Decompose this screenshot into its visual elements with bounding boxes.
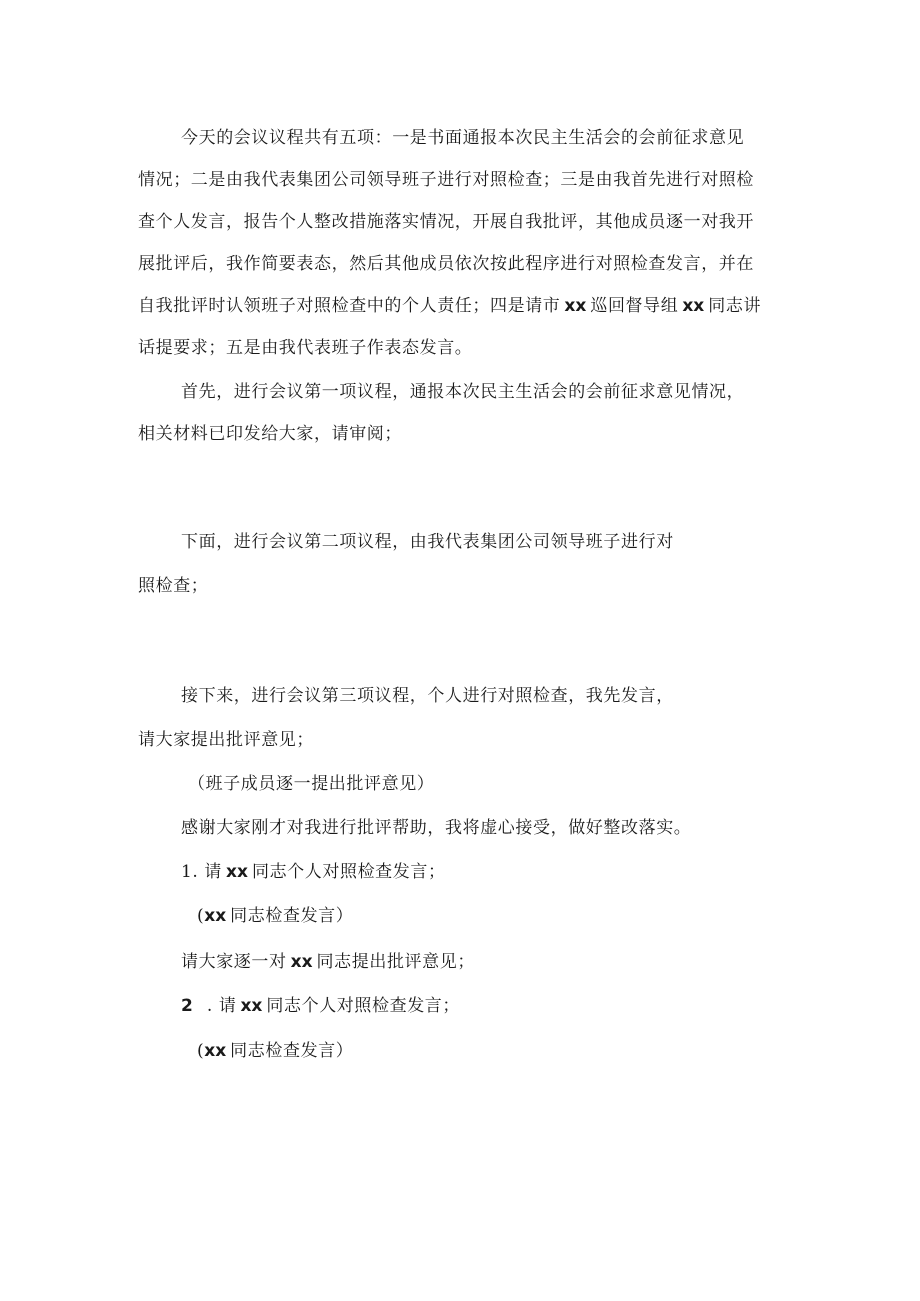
paragraph-1-line-2: 情况；二是由我代表集团公司领导班子进行对照检查；三是由我首先进行对照检: [138, 170, 754, 190]
item-1-prefix: 1. 请: [181, 862, 223, 882]
paragraph-4-line-2: 请大家提出批评意见；: [138, 730, 314, 750]
item-1-note: [197, 904, 353, 928]
note-open-paren: (: [197, 1041, 205, 1061]
paragraph-3-line-2: 照检查；: [138, 576, 209, 596]
paragraph-1-line-1: 今天的会议议程共有五项：一是书面通报本次民主生活会的会前征求意见: [181, 128, 745, 148]
thanks-line: 感谢大家刚才对我进行批评帮助，我将虚心接受，做好整改落实。: [181, 818, 692, 838]
item-2: [181, 994, 460, 1018]
placeholder-xx: xx: [682, 296, 705, 316]
line-text: 同志讲: [708, 296, 762, 316]
item-2-prefix: . 请: [206, 996, 237, 1016]
item-1-text: 同志个人对照检查发言；: [251, 862, 446, 882]
placeholder-xx: xx: [564, 296, 587, 316]
paragraph-1-line-6: 话提要求；五是由我代表班子作表态发言。: [138, 338, 473, 358]
paragraph-1-line-4: 展批评后，我作简要表态，然后其他成员依次按此程序进行对照检查发言，并在: [138, 254, 754, 274]
note-open-paren: (: [197, 906, 205, 926]
placeholder-xx: xx: [204, 1041, 227, 1061]
line-text: 自我批评时认领班子对照检查中的个人责任；四是请市: [138, 296, 561, 316]
placeholder-xx: xx: [226, 862, 248, 882]
item-2-note: [197, 1039, 353, 1063]
note-text: 同志检查发言）: [230, 1041, 354, 1061]
paragraph-2-line-2: 相关材料已印发给大家，请审阅；: [138, 424, 402, 444]
criticism-line: [181, 950, 475, 974]
placeholder-xx: xx: [240, 996, 263, 1016]
note-text: 同志检查发言）: [230, 906, 354, 926]
bracket-note: （班子成员逐一提出批评意见）: [188, 774, 435, 794]
paragraph-4-line-1: 接下来，进行会议第三项议程，个人进行对照检查，我先发言，: [181, 686, 674, 706]
item-2-number: 2: [181, 996, 193, 1016]
item-2-text: 同志个人对照检查发言；: [266, 996, 460, 1016]
placeholder-xx: xx: [290, 952, 313, 972]
line-text: 同志提出批评意见；: [316, 952, 475, 972]
paragraph-2-line-1: 首先，进行会议第一项议程，通报本次民主生活会的会前征求意见情况，: [181, 382, 745, 402]
item-1: [181, 860, 446, 884]
paragraph-1-line-5: [138, 294, 761, 318]
paragraph-3-line-1: 下面，进行会议第二项议程，由我代表集团公司领导班子进行对: [181, 532, 674, 552]
placeholder-xx: xx: [204, 906, 227, 926]
line-text: 请大家逐一对: [181, 952, 287, 972]
paragraph-1-line-3: 查个人发言，报告个人整改措施落实情况，开展自我批评，其他成员逐一对我开: [138, 212, 754, 232]
line-text: 巡回督导组: [590, 296, 679, 316]
